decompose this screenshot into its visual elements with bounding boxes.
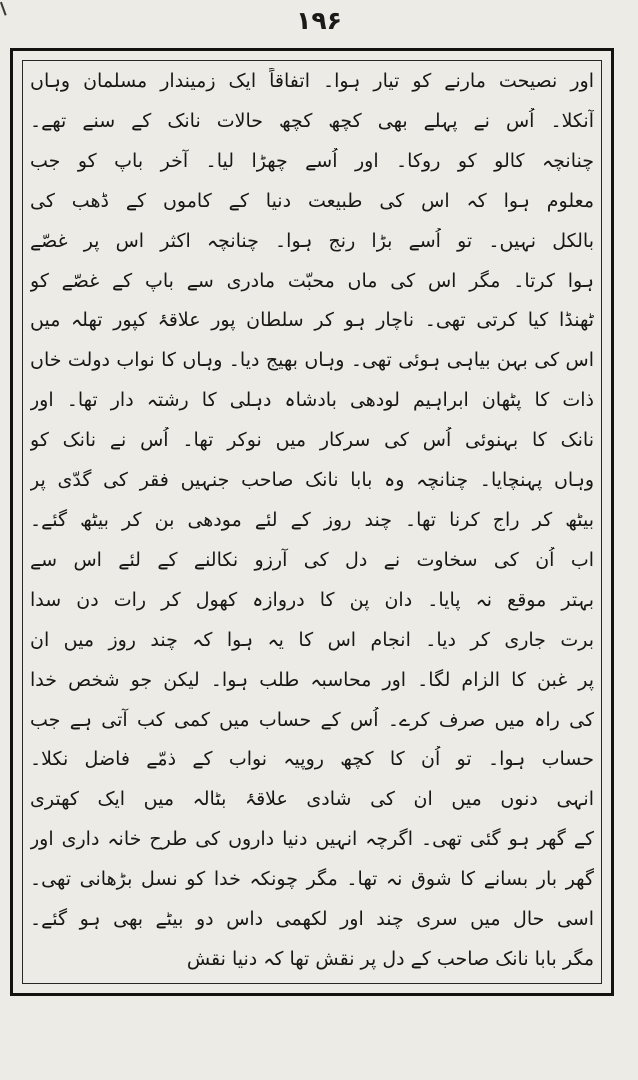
text-line-20: کے گھر ہو گئی تھی۔ اگرچہ انہیں دنیا داروں کی طرح خانہ داری اور (30, 828, 594, 851)
text-line-10: نانک کا بہنوئی اُس کی سرکار میں نوکر تھا۔ اُس نے نانک کو (30, 429, 594, 452)
text-line-15: برت جاری کر دیا۔ انجام اس کا یہ ہوا کہ چند روز میں ان (30, 628, 594, 651)
text-line-6: ہوا کرتا۔ مگر اس کی ماں محبّت مادری سے باپ کے غصّے کو (30, 269, 594, 292)
text-line-2: آنکلا۔ اُس نے پہلے بھی کچھ کچھ حالات نانک کے سنے تھے۔ (30, 109, 594, 132)
text-line-9: ذات کا پٹھان ابراہیم لودھی بادشاہ دہلی کا رشتہ دار تھا۔ اور (30, 389, 594, 412)
text-line-12: بیٹھ کر راج کرنا تھا۔ چند روز کے لئے مودھی بن کر بیٹھ گئے۔ (30, 508, 594, 531)
text-line-17: کی راہ میں صرف کرے۔ اُس کے حساب میں کمی کب آتی ہے جب (30, 708, 594, 731)
text-line-22: اسی حال میں سری چند اور لکھمی داس دو بیٹے بھی ہو گئے۔ (30, 908, 594, 931)
text-line-23: مگر بابا نانک صاحب کے دل پر نقش تھا کہ دنیا نقش (186, 947, 594, 970)
text-line-21: گھر بار بسانے کا شوق نہ تھا۔ مگر چونکہ خدا کو نسل بڑھانی تھی۔ (30, 868, 594, 891)
text-line-14: بہتر موقع نہ پایا۔ دان پن کا دروازہ کھول کر رات دن سدا (30, 588, 594, 611)
text-line-11: وہاں پہنچایا۔ چنانچہ وہ بابا نانک صاحب جنہیں فقر کی گدّی پر (30, 469, 594, 492)
text-line-5: بالکل نہیں۔ تو اُسے بڑا رنج ہوا۔ چنانچہ اکثر اس پر غصّے (30, 229, 594, 252)
text-line-19: انہی دنوں میں ان کی شادی علاقۂ بٹالہ میں ایک کھتری (30, 788, 594, 811)
text-line-13: اب اُن کی سخاوت نے دل کی آرزو نکالنے کے لئے اس سے (30, 548, 594, 571)
text-line-3: چنانچہ کالو کو روکا۔ اور اُسے چھڑا لیا۔ آخر باپ کو جب (30, 149, 594, 172)
text-line-18: حساب ہوا۔ تو اُن کا کچھ روپیہ نواب کے ذمّے فاضل نکلا۔ (30, 748, 594, 771)
text-line-16: پر غبن کا الزام لگا۔ اور محاسبہ طلب ہوا۔ لیکن جو شخص خدا (30, 668, 594, 691)
text-line-1: اور نصیحت مارنے کو تیار ہوا۔ اتفاقاً ایک زمیندار مسلمان وہاں (30, 70, 594, 92)
text-line-7: ٹھنڈا کیا کرتی تھی۔ ناچار ہو کر سلطان پور علاقۂ کپور تھلہ میں (30, 309, 594, 332)
page-number: ۱۹۶ (296, 6, 342, 35)
text-line-4: معلوم ہوا کہ اس کی طبیعت دنیا کے کاموں کے ڈھب کی (30, 189, 594, 212)
urdu-text-body (30, 66, 594, 978)
text-line-8: اس کی بہن بیاہی ہوئی تھی۔ وہاں بھیج دیا۔ وہاں کا نواب دولت خاں (30, 349, 594, 372)
